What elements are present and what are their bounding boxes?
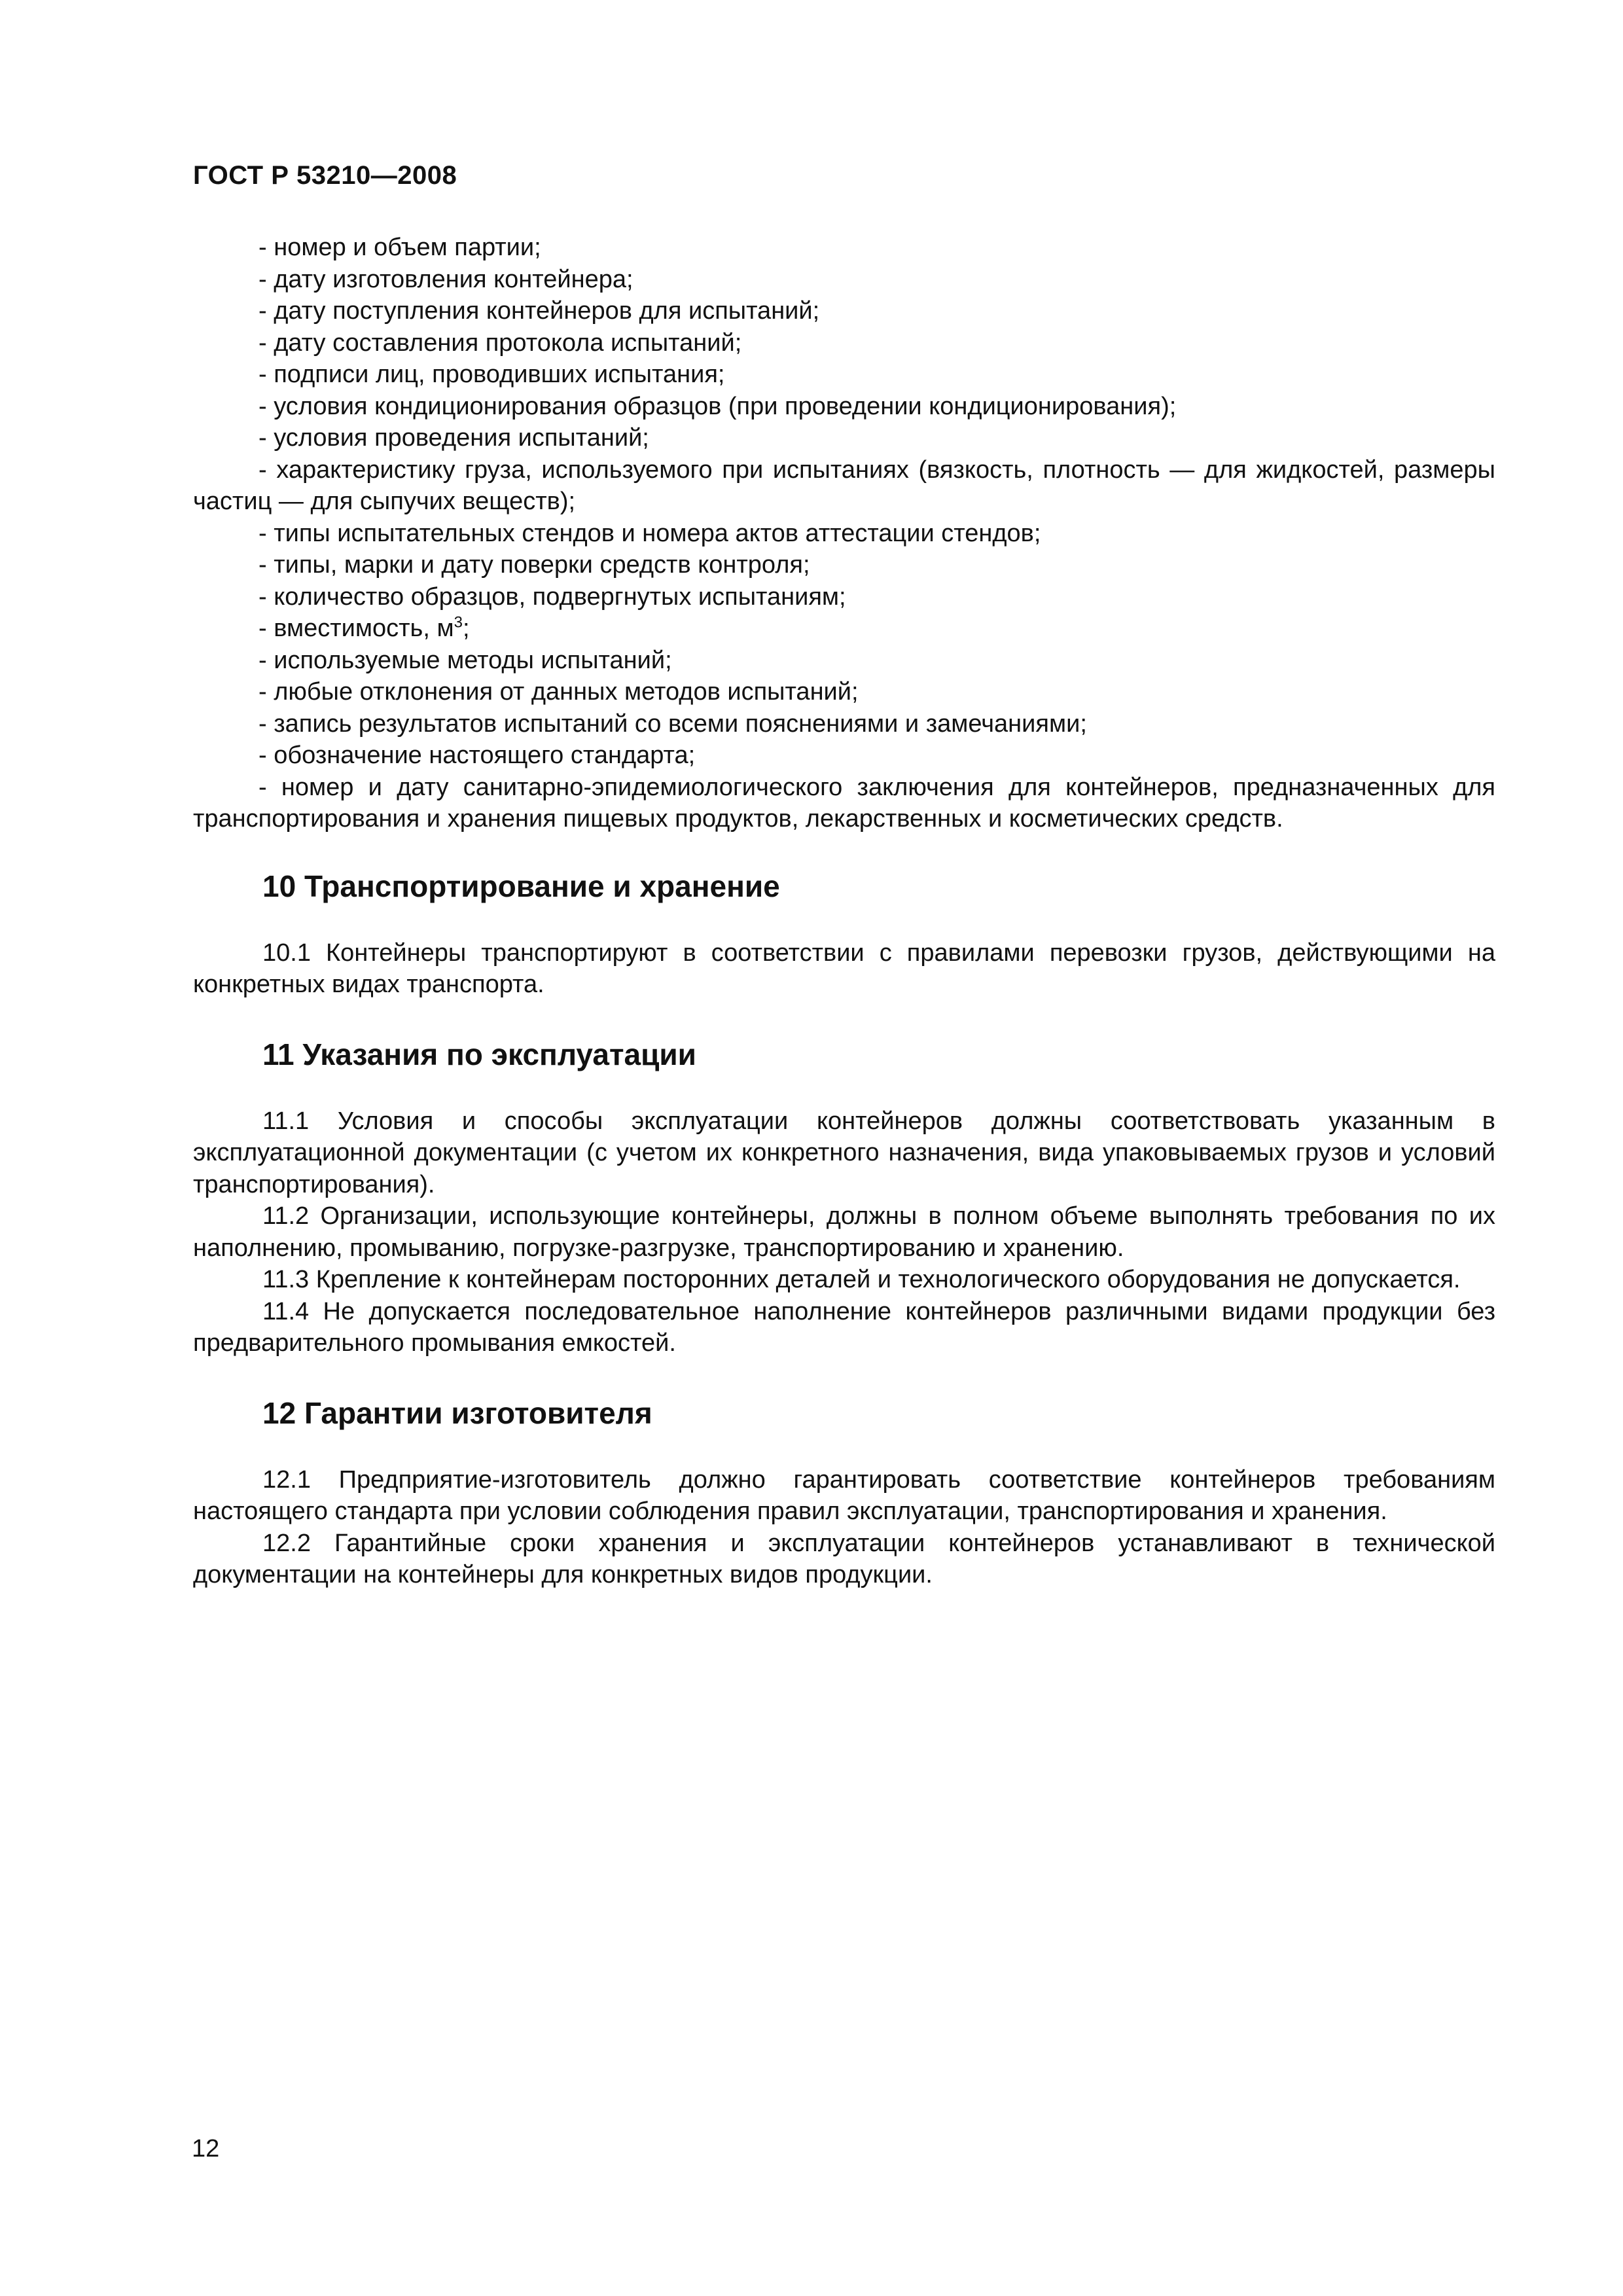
protocol-item: - типы, марки и дату поверки средств контроля; — [259, 551, 810, 579]
document-body — [193, 232, 1495, 1591]
protocol-item: - номер и объем партии; — [259, 234, 541, 261]
protocol-item: - обозначение настоящего стандарта; — [259, 742, 696, 769]
section-11-paragraph: 11.1 Условия и способы эксплуатации контейнеров должны соответствовать указанным в эксплуатационной документации (с учетом их конкретного назначения, вида упаковываемых грузов и условий транспортирования). — [193, 1107, 1495, 1198]
section-12-paragraph: 12.2 Гарантийные сроки хранения и эксплуатации контейнеров устанавливают в технической документации на контейнеры для конкретных видов продукции. — [193, 1529, 1495, 1588]
protocol-item: - количество образцов, подвергнутых испытаниям; — [259, 583, 846, 611]
protocol-item: - условия кондиционирования образцов (при проведении кондиционирования); — [259, 392, 1177, 420]
protocol-item: - запись результатов испытаний со всеми пояснениями и замечаниями; — [259, 709, 1087, 738]
capacity-superscript: 3 — [454, 613, 463, 632]
protocol-item: - дату составления протокола испытаний; — [259, 329, 742, 357]
protocol-item: - любые отклонения от данных методов испытаний; — [259, 678, 859, 706]
section-11-title: 11 Указания по эксплуатации — [262, 1037, 696, 1071]
capacity-suffix: ; — [462, 615, 470, 642]
protocol-item: - дату изготовления контейнера; — [259, 265, 633, 293]
capacity-text: - вместимость, м — [259, 615, 454, 642]
page-number: 12 — [192, 2135, 220, 2162]
section-12-title: 12 Гарантии изготовителя — [262, 1395, 652, 1430]
protocol-item: - характеристику груза, используемого при испытаниях (вязкость, плотность — для жидкостей, размеры частиц — для сыпучих веществ); — [193, 456, 1495, 515]
section-11-paragraph: 11.2 Организации, использующие контейнеры, должны в полном объеме выполнять требования по их наполнению, промыванию, погрузке-разгрузке, транспортированию и хранению. — [193, 1202, 1495, 1262]
section-12-paragraph: 12.1 Предприятие-изготовитель должно гарантировать соответствие контейнеров требованиям настоящего стандарта при условии соблюдения правил эксплуатации, транспортирования и хранения. — [193, 1465, 1495, 1525]
protocol-item: - подписи лиц, проводивших испытания; — [259, 361, 725, 388]
protocol-item: - номер и дату санитарно-эпидемиологического заключения для контейнеров, предназначенных для транспортирования и хранения пищевых продуктов, лекарственных и косметических средств. — [193, 773, 1495, 833]
protocol-item: - используемые методы испытаний; — [259, 646, 672, 674]
section-10-paragraph: 10.1 Контейнеры транспортируют в соответствии с правилами перевозки грузов, действующими на конкретных видах транспорта. — [193, 939, 1495, 998]
protocol-item: - дату поступления контейнеров для испытаний; — [259, 297, 820, 325]
protocol-item: - условия проведения испытаний; — [259, 424, 649, 452]
section-11-paragraph: 11.3 Крепление к контейнерам посторонних деталей и технологического оборудования не допускается. — [262, 1266, 1461, 1293]
document-header: ГОСТ Р 53210—2008 — [193, 161, 457, 190]
section-11-paragraph: 11.4 Не допускается последовательное наполнение контейнеров различными видами продукции без предварительного промывания емкостей. — [193, 1297, 1495, 1357]
section-10-title: 10 Транспортирование и хранение — [262, 869, 780, 903]
protocol-item: - типы испытательных стендов и номера актов аттестации стендов; — [259, 519, 1041, 547]
protocol-item-capacity — [193, 613, 1495, 645]
